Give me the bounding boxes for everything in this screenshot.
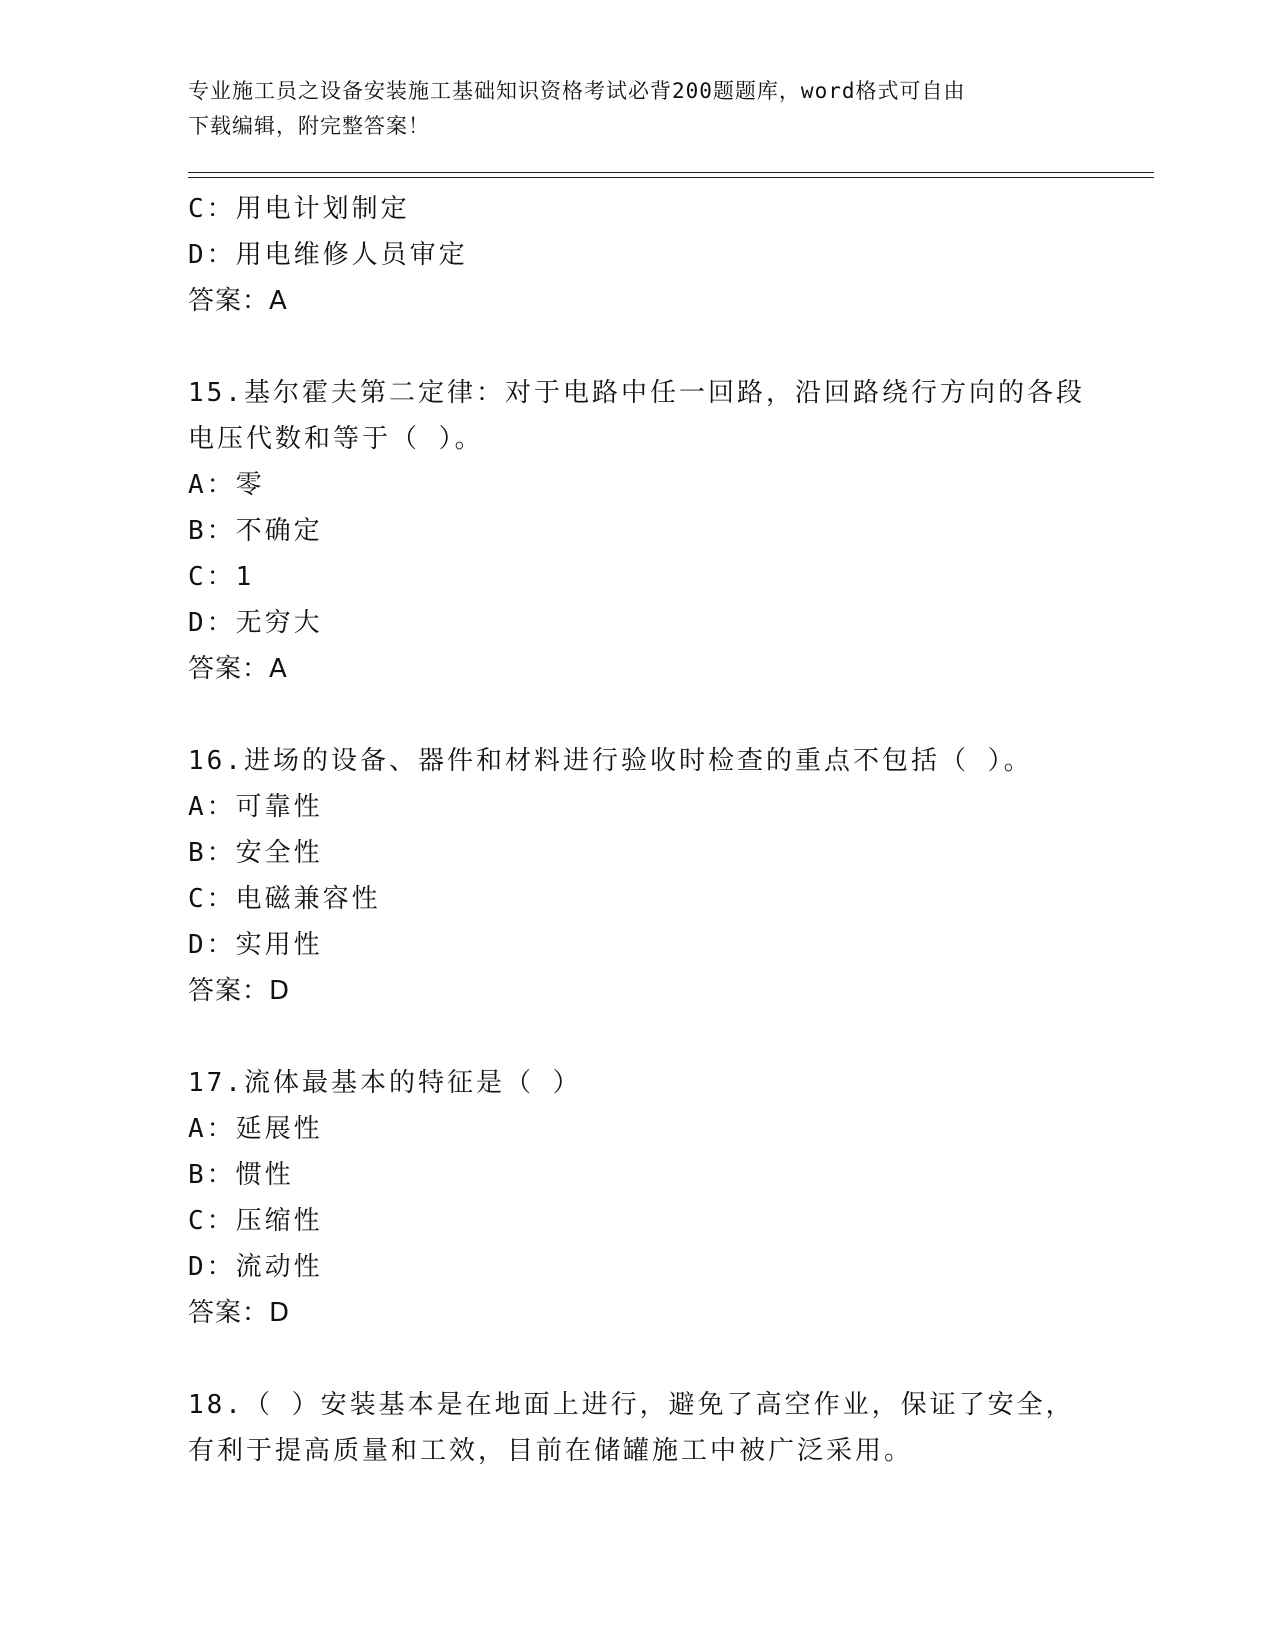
option-a: A：可靠性 bbox=[188, 792, 323, 822]
option-a: A：延展性 bbox=[188, 1114, 323, 1144]
spacer bbox=[188, 1014, 1108, 1060]
option-b: B：惯性 bbox=[188, 1160, 294, 1190]
option-b: B：不确定 bbox=[188, 516, 323, 546]
spacer bbox=[188, 692, 1108, 738]
option-d: D：流动性 bbox=[188, 1252, 323, 1282]
partial-question bbox=[188, 186, 1108, 324]
answer-line: 答案：D bbox=[188, 1298, 291, 1328]
question-text: 15.基尔霍夫第二定律：对于电路中任一回路，沿回路绕行方向的各段 bbox=[188, 378, 1085, 408]
option-c: C：电磁兼容性 bbox=[188, 884, 381, 914]
question-text: 16.进场的设备、器件和材料进行验收时检查的重点不包括（ ）。 bbox=[188, 746, 1033, 776]
question-text: 17.流体最基本的特征是（ ） bbox=[188, 1068, 582, 1098]
option-d: D：用电维修人员审定 bbox=[188, 240, 468, 270]
document-header bbox=[188, 74, 1088, 144]
header-line-1: 专业施工员之设备安装施工基础知识资格考试必背200题题库，word格式可自由 bbox=[188, 79, 966, 103]
question-text: 电压代数和等于（ ）。 bbox=[188, 424, 484, 454]
option-d: D：无穷大 bbox=[188, 608, 323, 638]
option-c: C：1 bbox=[188, 562, 255, 592]
question-16 bbox=[188, 738, 1108, 1014]
option-a: A：零 bbox=[188, 470, 265, 500]
header-divider-top bbox=[188, 172, 1154, 173]
option-c: C：用电计划制定 bbox=[188, 194, 410, 224]
option-b: B：安全性 bbox=[188, 838, 323, 868]
option-d: D：实用性 bbox=[188, 930, 323, 960]
answer-line: 答案：D bbox=[188, 976, 291, 1006]
question-text: 有利于提高质量和工效，目前在储罐施工中被广泛采用。 bbox=[188, 1436, 914, 1466]
question-list bbox=[188, 186, 1108, 1474]
answer-line: 答案：A bbox=[188, 286, 288, 316]
question-15 bbox=[188, 370, 1108, 692]
question-text: 18.（ ）安装基本是在地面上进行，避免了高空作业，保证了安全， bbox=[188, 1390, 1075, 1420]
spacer bbox=[188, 324, 1108, 370]
spacer bbox=[188, 1336, 1108, 1382]
question-18 bbox=[188, 1382, 1108, 1474]
answer-line: 答案：A bbox=[188, 654, 288, 684]
header-line-2: 下载编辑，附完整答案！ bbox=[188, 114, 430, 138]
question-17 bbox=[188, 1060, 1108, 1336]
header-divider-bottom bbox=[188, 177, 1154, 178]
option-c: C：压缩性 bbox=[188, 1206, 323, 1236]
